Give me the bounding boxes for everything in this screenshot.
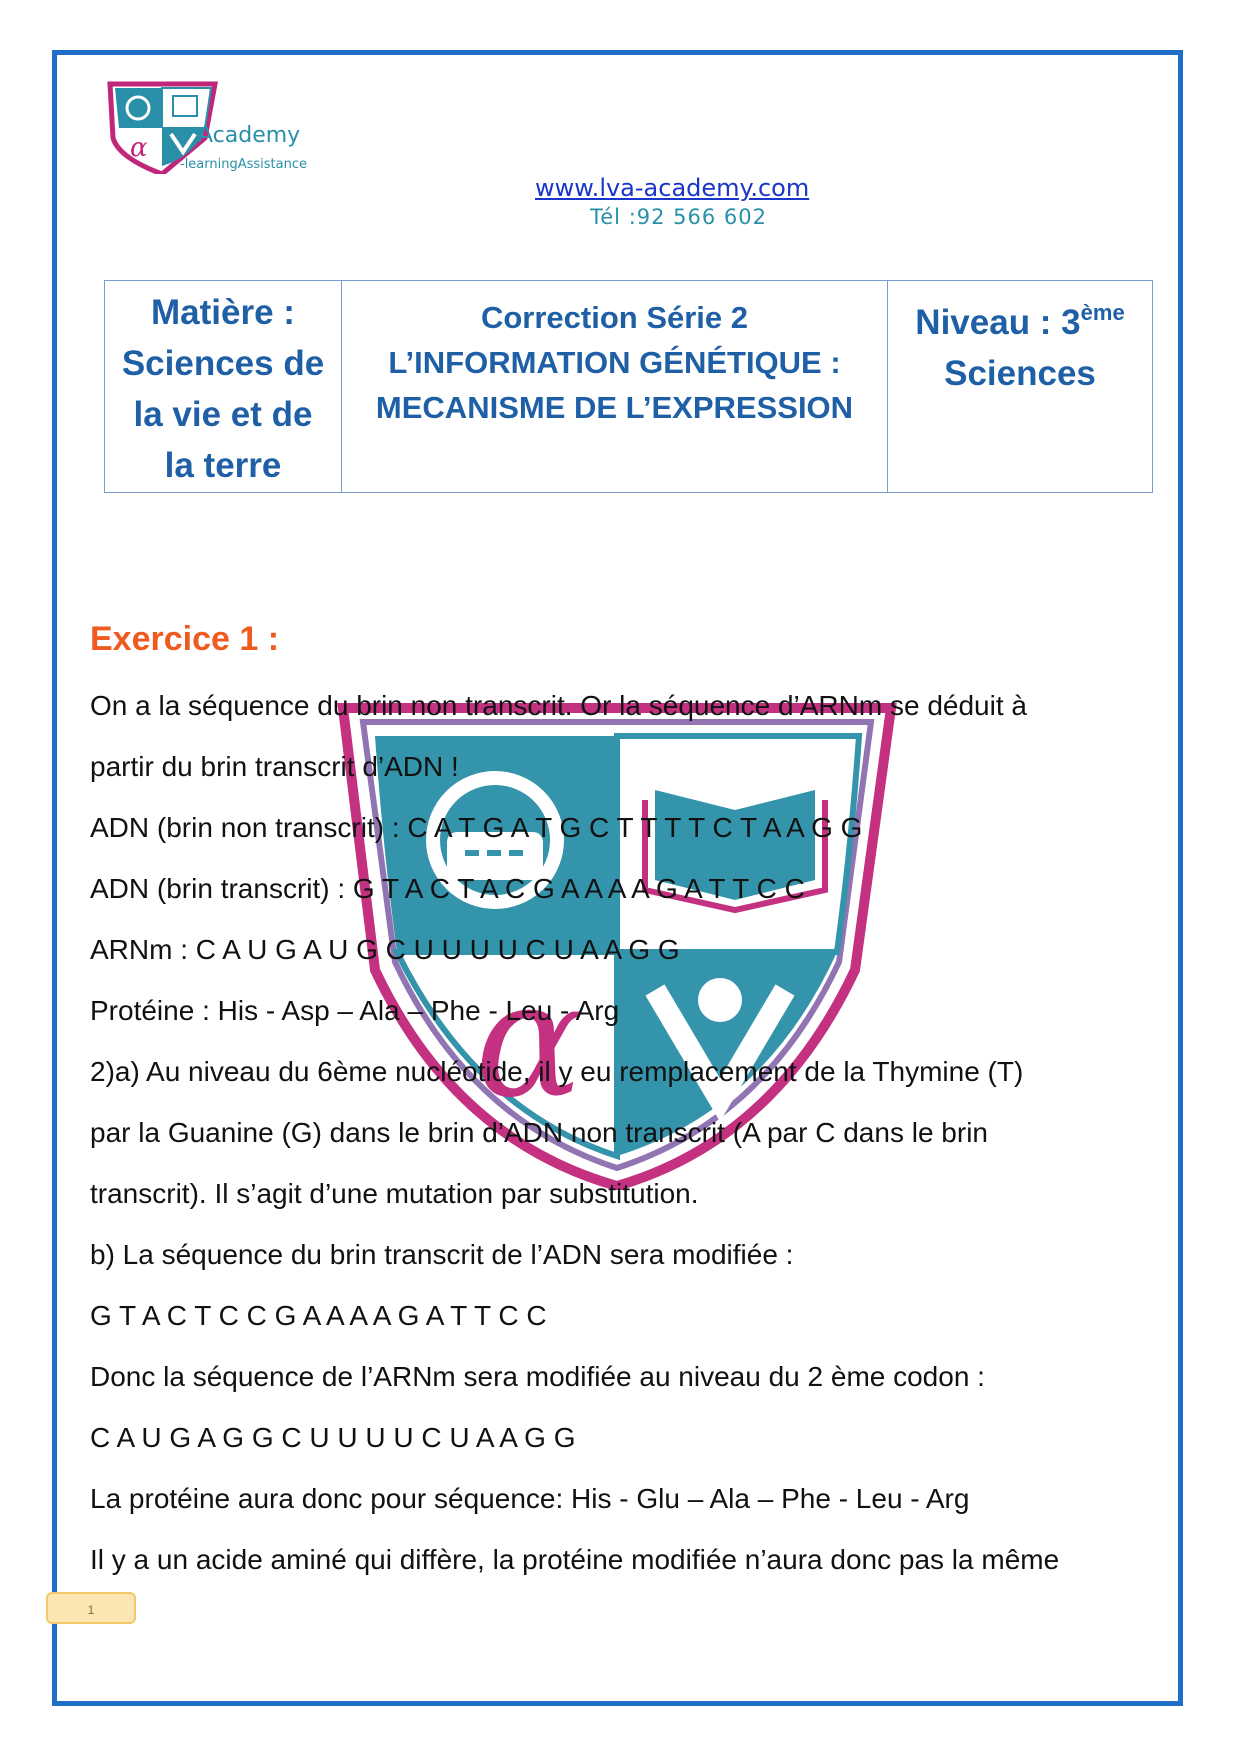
subject-line: Matière : [151,293,295,332]
text-line: La protéine aura donc pour séquence: His - Glu – Ala – Phe - Leu - Arg [90,1483,970,1514]
text-line: Protéine : His - Asp – Ala – Phe - Leu - Arg [90,995,620,1026]
text-line: transcrit). Il s’agit d’une mutation par substitution. [90,1178,699,1209]
exercise-title: Exercice 1 : [90,620,280,658]
level-prefix: Niveau : 3 [915,303,1081,342]
page-number: 1 [46,1592,136,1624]
brand-tagline: -learningAssistance [180,157,307,172]
text-line: Donc la séquence de l’ARNm sera modifiée au niveau du 2 ème codon : [90,1361,985,1392]
title-line: MECANISME DE L’EXPRESSION [375,390,854,425]
level-superscript: ème [1080,300,1125,325]
level-line [889,287,1151,348]
text-line: Il y a un acide aminé qui diffère, la protéine modifiée n’aura donc pas la même [90,1544,1060,1575]
subject-line: la terre [164,446,282,485]
svg-text:α: α [475,946,584,1133]
text-line: On a la séquence du brin non transcrit. Or la séquence d’ARNm se déduit à [90,690,1027,721]
text-line: ADN (brin non transcrit) : C A T G A T G C T T T T C T A A G G [90,812,863,843]
title-cell [342,281,888,493]
title-line: Correction Série 2 [480,300,749,335]
text-line: ADN (brin transcrit) : G T A C T A C G A A A A G A T T C C [90,873,805,904]
text-line: ARNm : C A U G A U G C U U U U C U A A G G [90,934,680,965]
text-line: b) La séquence du brin transcrit de l’ADN sera modifiée : [90,1239,794,1270]
website-link[interactable]: www.lva-academy.com [535,174,810,202]
text-line: par la Guanine (G) dans le brin d’ADN non transcrit (A par C dans le brin [90,1117,988,1148]
svg-text:α: α [130,133,148,163]
level-line-2: Sciences [944,354,1096,393]
text-line: partir du brin transcrit d’ADN ! [90,751,459,782]
subject-line: Sciences de [121,344,325,383]
brand-name: Academy [198,123,301,148]
text-line: C A U G A G G C U U U U C U A A G G [90,1422,576,1453]
text-line: 2)a) Au niveau du 6ème nucléotide, il y eu remplacement de la Thymine (T) [90,1056,1024,1087]
level-cell [888,281,1153,493]
text-line: G T A C T C C G A A A A G A T T C C [90,1300,547,1331]
subject-cell [105,281,342,493]
phone-number: Tél :92 566 602 [590,205,768,229]
subject-line: la vie et de [133,395,313,434]
title-line: L’INFORMATION GÉNÉTIQUE : [388,345,841,380]
info-table [104,280,1153,493]
